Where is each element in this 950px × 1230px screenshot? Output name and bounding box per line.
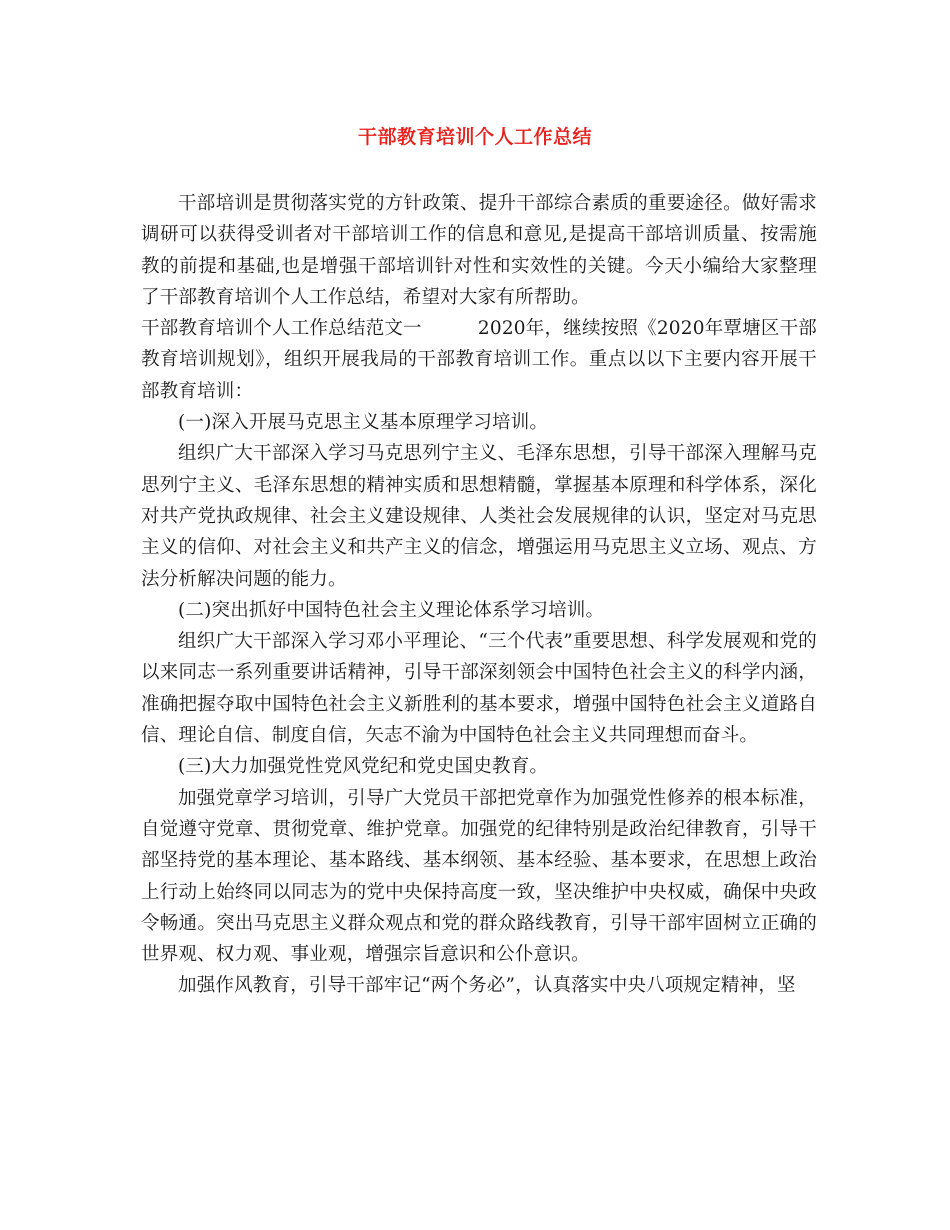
paragraph-section-1: 组织广大干部深入学习马克思列宁主义、毛泽东思想，引导干部深入理解马克思列宁主义、毛泽东思想的精神实质和思想精髓，掌握基本原理和科学体系，深化对共产党执政规律、社会主义建设规律、人类社会发展规律的认识，坚定对马克思主义的信仰、对社会主义和共产主义的信念，增强运用马克思主义立场、观点、方法分析解决问题的能力。 [141, 443, 817, 590]
paragraph-sample-heading: 干部教育培训个人工作总结范文一 2020年，继续按照《2020年覃塘区干部教育培训规划》，组织开展我局的干部教育培训工作。重点以以下主要内容开展干部教育培训： [141, 318, 817, 402]
section-heading-3: (三)大力加强党性党风党纪和党史国史教育。 [178, 756, 549, 778]
paragraph-intro: 干部培训是贯彻落实党的方针政策、提升干部综合素质的重要途径。做好需求调研可以获得受训者对干部培训工作的信息和意见,是提高干部培训质量、按需施教的前提和基础,也是增强干部培训针对性和实效性的关键。今天小编给大家整理了干部教育培训个人工作总结，希望对大家有所帮助。 [141, 193, 817, 308]
section-heading-1: (一)深入开展马克思主义基本原理学习培训。 [178, 412, 549, 434]
document-title: 干部教育培训个人工作总结 [357, 126, 592, 148]
paragraph-section-2: 组织广大干部深入学习邓小平理论、“三个代表”重要思想、科学发展观和党的以来同志一系列重要讲话精神，引导干部深刻领会中国特色社会主义的科学内涵，准确把握夺取中国特色社会主义新胜利的基本要求，增强中国特色社会主义道路自信、理论自信、制度自信，矢志不渝为中国特色社会主义共同理想而奋斗。 [141, 631, 817, 747]
paragraph-section-3-cont: 加强作风教育，引导干部牢记“两个务必”，认真落实中央八项规定精神，坚 [178, 975, 796, 997]
document-body [141, 188, 817, 1002]
section-heading-2: (二)突出抓好中国特色社会主义理论体系学习培训。 [178, 599, 605, 621]
paragraph-section-3: 加强党章学习培训，引导广大党员干部把党章作为加强党性修养的根本标准，自觉遵守党章、贯彻党章、维护党章。加强党的纪律特别是政治纪律教育，引导干部坚持党的基本理论、基本路线、基本纲领、基本经验、基本要求，在思想上政治上行动上始终同以同志为的党中央保持高度一致，坚决维护中央权威，确保中央政令畅通。突出马克思主义群众观点和党的群众路线教育，引导干部牢固树立正确的世界观、权力观、事业观，增强宗旨意识和公仆意识。 [141, 787, 817, 966]
